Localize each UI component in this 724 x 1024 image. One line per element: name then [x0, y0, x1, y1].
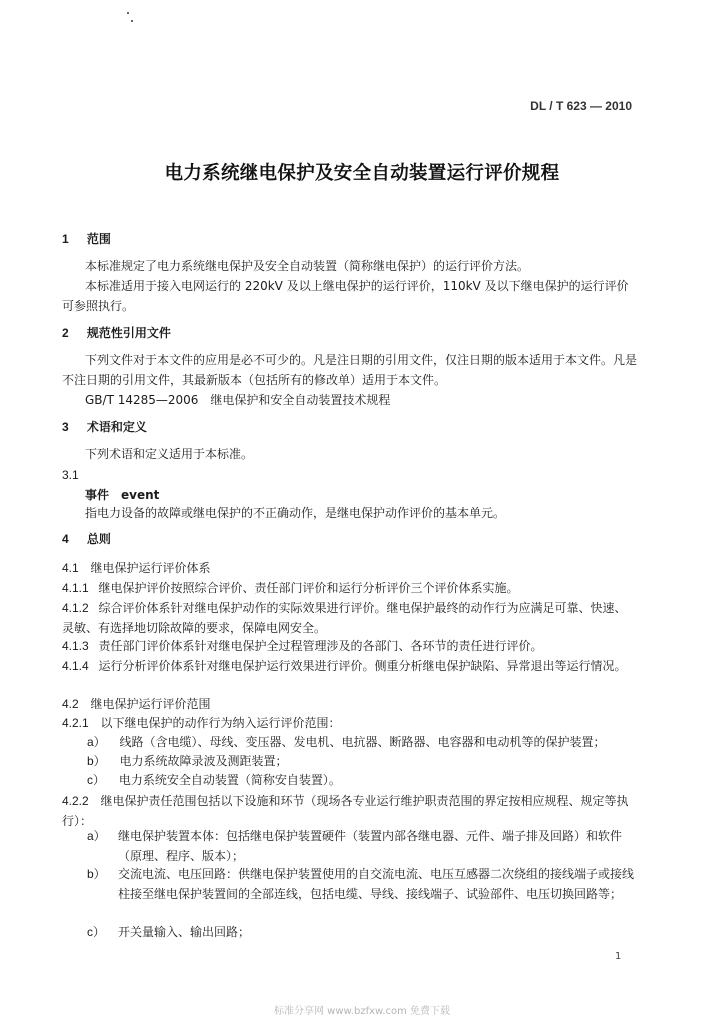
clause-4-2 [62, 694, 211, 714]
list-item-label [87, 864, 106, 884]
section-4-heading [62, 530, 111, 547]
section-title: 范围 [86, 232, 111, 246]
clause-4-1-4 [62, 656, 638, 676]
clause-text: 继电保护评价按照综合评价、责任部门评价和运行分析评价三个评价体系实施。 [98, 581, 519, 595]
list-item-label: c） [87, 773, 106, 787]
paragraph: 本标准规定了电力系统继电保护及安全自动装置（简称继电保护）的运行评价方法。 [85, 259, 530, 273]
section-number: 3 [62, 420, 69, 434]
list-item-text: 继电保护装置本体：包括继电保护装置硬件（装置内部各继电器、元件、端子排及回路）和软件（原理、程序、版本）； [118, 829, 623, 863]
list-item-text: 交流电流、电压回路：供继电保护装置使用的自交流电流、电压互感器二次绕组的接线端子或接线柱接至继电保护装置间的全部连线，包括电缆、导线、接线端子、试验部件、电压切换回路等； [118, 867, 635, 901]
section-number: 2 [62, 326, 69, 340]
section-number: 4 [62, 532, 69, 546]
clause-number: 4.2.2 [62, 794, 89, 808]
list-item-label [87, 922, 105, 942]
list-item-label-text: b） [87, 867, 106, 881]
clause-text: 以下继电保护的动作行为纳入运行评价范围： [100, 716, 341, 730]
list-item-label: b） [87, 754, 106, 768]
clause-4-2-2 [62, 791, 638, 831]
clause-4-1-1 [62, 578, 519, 598]
section-2-heading [62, 324, 171, 341]
scan-speck [131, 20, 133, 22]
paragraph: 下列文件对于本文件的应用是必不可少的。凡是注日期的引用文件，仅注日期的版本适用于本文件。凡是不注日期的引用文件，其最新版本（包括所有的修改单）适用于本文件。 [62, 353, 638, 387]
clause-4-1-2 [62, 598, 638, 638]
list-item-label-text: a） [87, 829, 106, 843]
clause-4-2-1 [62, 713, 341, 733]
list-item-label-text: c） [87, 925, 106, 939]
list-item-text: 电力系统故障录波及测距装置； [119, 754, 288, 768]
clause-number: 4.1.1 [62, 581, 89, 595]
clause-text: 运行分析评价体系针对继电保护运行效果进行评价。侧重分析继电保护缺陷、异常退出等运行情况。 [98, 659, 627, 673]
clause-text: 责任部门评价体系针对继电保护全过程管理涉及的各部门、各环节的责任进行评价。 [98, 639, 543, 653]
list-item [87, 770, 341, 790]
clause-number: 4.1.3 [62, 639, 89, 653]
list-item-label: a） [87, 735, 106, 749]
list-item-text: 开关量输入、输出回路； [118, 925, 251, 939]
section-number: 1 [62, 232, 69, 246]
paragraph: 下列术语和定义适用于本标准。 [85, 447, 254, 461]
section-3-heading [62, 418, 147, 435]
clause-number: 4.1.2 [62, 601, 89, 615]
list-item-text: 电力系统安全自动装置（简称安自装置）。 [118, 773, 341, 787]
section-title: 规范性引用文件 [86, 326, 171, 340]
clause-4-1 [62, 558, 211, 578]
clause-title: 继电保护运行评价体系 [90, 561, 211, 575]
clause-number: 4.1.4 [62, 659, 89, 673]
clause-text: 综合评价体系针对继电保护动作的实际效果进行评价。继电保护最终的动作行为应满足可靠、快速、灵敏、有选择地切除故障的要求，保障电网安全。 [62, 601, 627, 635]
list-item-text: 线路（含电缆）、母线、变压器、发电机、电抗器、断路器、电容器和电动机等的保护装置； [119, 735, 606, 749]
scan-speck [127, 12, 129, 14]
clause-number: 3.1 [62, 468, 79, 482]
list-item [87, 751, 288, 771]
clause-text: 继电保护责任范围包括以下设施和环节（现场各专业运行维护职责范围的界定按相应规程、规定等执行）： [62, 794, 629, 828]
standard-code: DL / T 623 — 2010 [530, 99, 632, 113]
clause-4-1-3 [62, 636, 543, 656]
list-item [87, 732, 606, 752]
page-number: 1 [615, 951, 622, 962]
term-name: 事件 event [85, 488, 160, 502]
clause-number: 4.2 [62, 697, 79, 711]
watermark: 标准分享网 www.bzfxw.com 免费下载 [274, 1006, 450, 1017]
clause-number: 4.1 [62, 561, 79, 575]
clause-title: 继电保护运行评价范围 [90, 697, 211, 711]
section-title: 总则 [86, 532, 111, 546]
paragraph: 本标准适用于接入电网运行的 220kV 及以上继电保护的运行评价，110kV 及以下继电保护的运行评价可参照执行。 [62, 279, 629, 313]
referenced-standard: GB/T 14285—2006 继电保护和安全自动装置技术规程 [85, 393, 391, 407]
section-1-heading [62, 230, 111, 247]
clause-number: 4.2.1 [62, 716, 89, 730]
term-definition: 指电力设备的故障或继电保护的不正确动作，是继电保护动作评价的基本单元。 [85, 506, 506, 520]
list-item-label [87, 826, 106, 846]
document-title: 电力系统继电保护及安全自动装置运行评价规程 [164, 163, 560, 184]
section-title: 术语和定义 [86, 420, 147, 434]
